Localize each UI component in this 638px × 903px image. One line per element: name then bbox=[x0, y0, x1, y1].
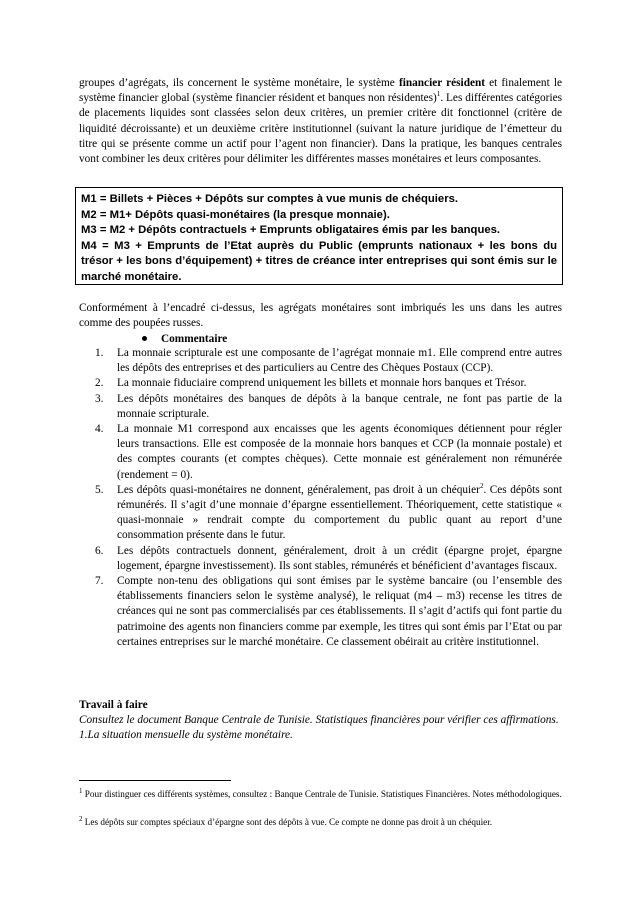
footnote-2 bbox=[79, 816, 562, 828]
aggregate-m3: M3 = M2 + Dépôts contractuels + Emprunts obligataires émis par les banques. bbox=[81, 224, 501, 237]
assignment-text bbox=[79, 713, 562, 743]
list-item bbox=[79, 574, 562, 650]
list-number: 3. bbox=[95, 392, 104, 405]
list-number: 5. bbox=[95, 483, 104, 496]
aggregate-m2: M2 = M1+ Dépôts quasi-monétaires (la presque monnaie). bbox=[81, 208, 390, 221]
aggregate-m4: M4 = M3 + Emprunts de l’Etat auprès du Public (emprunts nationaux + les bons du trésor + les bons d’équipement) + titres de créance inter entreprises qui sont émis sur le marché monétaire. bbox=[81, 239, 557, 283]
footnote-text: Les dépôts sur comptes spéciaux d’épargne sont des dépôts à vue. Ce compte ne donne pas droit à un chéquier. bbox=[82, 817, 493, 827]
commentaire-label: Commentaire bbox=[161, 333, 228, 345]
intro-paragraph bbox=[79, 76, 562, 167]
travail-heading: Travail à faire bbox=[79, 699, 148, 711]
aggregate-m1: M1 = Billets + Pièces + Dépôts sur comptes à vue munis de chéquiers. bbox=[81, 193, 459, 205]
list-text: La monnaie fiduciaire comprend uniquement les billets et monnaie hors banques et Trésor. bbox=[117, 377, 527, 390]
intro-text-2: et finalement le système financier global (système financier résident et banques non résidentes) bbox=[79, 77, 562, 105]
list-item bbox=[79, 422, 562, 483]
list-number: 2. bbox=[95, 377, 104, 390]
footnote-number: 2 bbox=[79, 814, 83, 823]
consult-instruction: Consultez le document Banque Centrale de Tunisie. Statistiques financières pour vérifier ces affirmations. bbox=[79, 714, 559, 726]
list-item bbox=[79, 483, 562, 544]
list-number: 4. bbox=[95, 423, 104, 436]
list-number: 6. bbox=[95, 544, 104, 557]
list-item bbox=[79, 376, 562, 391]
conformement-paragraph: Conformément à l’encadré ci-dessus, les agrégats monétaires sont imbriqués les uns dans les autres comme des poupées russes. bbox=[79, 302, 562, 330]
list-item bbox=[79, 346, 562, 376]
intro-text-3: . Les différentes catégories de placements liquides sont classées selon deux critères, un premier critère dit fonctionnel (critère de liquidité décroissante) et un deuxième critère institutionnel (suivant la nature juridique de l’émetteur du titre qui se présente comme un actif pour l’agent non financier). Dans la pratique, les banques centrales vont combiner les deux critères pour délimiter les différentes masses monétaires et leurs composantes. bbox=[79, 92, 562, 166]
intro-text-1: groupes d’agrégats, ils concernent le système monétaire, le système bbox=[79, 77, 399, 89]
intro-bold-text: financier résident bbox=[398, 77, 486, 89]
list-text: Les dépôts quasi-monétaires ne donnent, généralement, pas droit à un chéquier bbox=[117, 483, 480, 496]
list-text: Les dépôts monétaires des banques de dépôts à la banque centrale, ne font pas partie de la monnaie scripturale. bbox=[117, 392, 562, 420]
list-text-continued: . Ces dépôts sont rémunérés. Il s’agit d’une monnaie d’épargne essentiellement. Théoriquement, cette statistique « quasi-monnaie » rendrait compte du comportement du public quant au report d’une consommation présente dans le futur. bbox=[117, 483, 562, 542]
list-text: La monnaie M1 correspond aux encaisses que les agents économiques détiennent pour régler leurs transactions. Elle est composée de la monnaie hors banques et CCP (la monnaie postale) et des comptes courants (et comptes chèques). Cette monnaie est généralement non rémunérée (rendement = 0). bbox=[117, 423, 562, 481]
aggregates-box bbox=[75, 187, 563, 285]
list-item bbox=[79, 392, 562, 422]
footnote-number: 1 bbox=[79, 786, 83, 795]
bullet-icon bbox=[142, 336, 147, 341]
footnote-ref-2[interactable]: 2 bbox=[479, 482, 484, 491]
list-item bbox=[79, 544, 562, 574]
list-text: Compte non-tenu des obligations qui sont émises par le système bancaire (ou l’ensemble des établissements financiers selon le système analysé), le reliquat (m4 – m3) recense les titres de créances qui ne sont pas commercialisés par ces établissements. Il s’agit d’actifs qui font partie du patrimoine des agents non financiers comme par exemple, les titres qui sont émis par l’Etat ou par certaines entreprises sur le marché monétaire. Ce classement obéirait au critère institutionnel. bbox=[117, 575, 562, 648]
comments-list bbox=[79, 346, 562, 650]
assignment-item: 1.La situation mensuelle du système monétaire. bbox=[79, 729, 293, 742]
list-number: 1. bbox=[95, 347, 104, 359]
footnote-divider bbox=[79, 780, 231, 781]
footnote-1 bbox=[79, 788, 562, 800]
list-text: Les dépôts contractuels donnent, généralement, droit à un crédit (épargne projet, épargne logement, épargne investissement). Ils sont stables, rémunérés et bénéficient d’avantages fiscaux. bbox=[117, 544, 562, 572]
list-text: La monnaie scripturale est une composante de l’agrégat monnaie m1. Elle comprend entre autres les dépôts des entreprises et des particuliers au Centre des Chèques Postaux (CCP). bbox=[117, 347, 562, 375]
commentaire-heading bbox=[142, 332, 227, 347]
footnote-text: Pour distinguer ces différents systèmes, consultez : Banque Centrale de Tunisie. Statistiques Financières. Notes méthodologiques. bbox=[82, 789, 562, 799]
list-number: 7. bbox=[95, 575, 104, 588]
footnote-ref-1[interactable]: 1 bbox=[436, 90, 441, 99]
